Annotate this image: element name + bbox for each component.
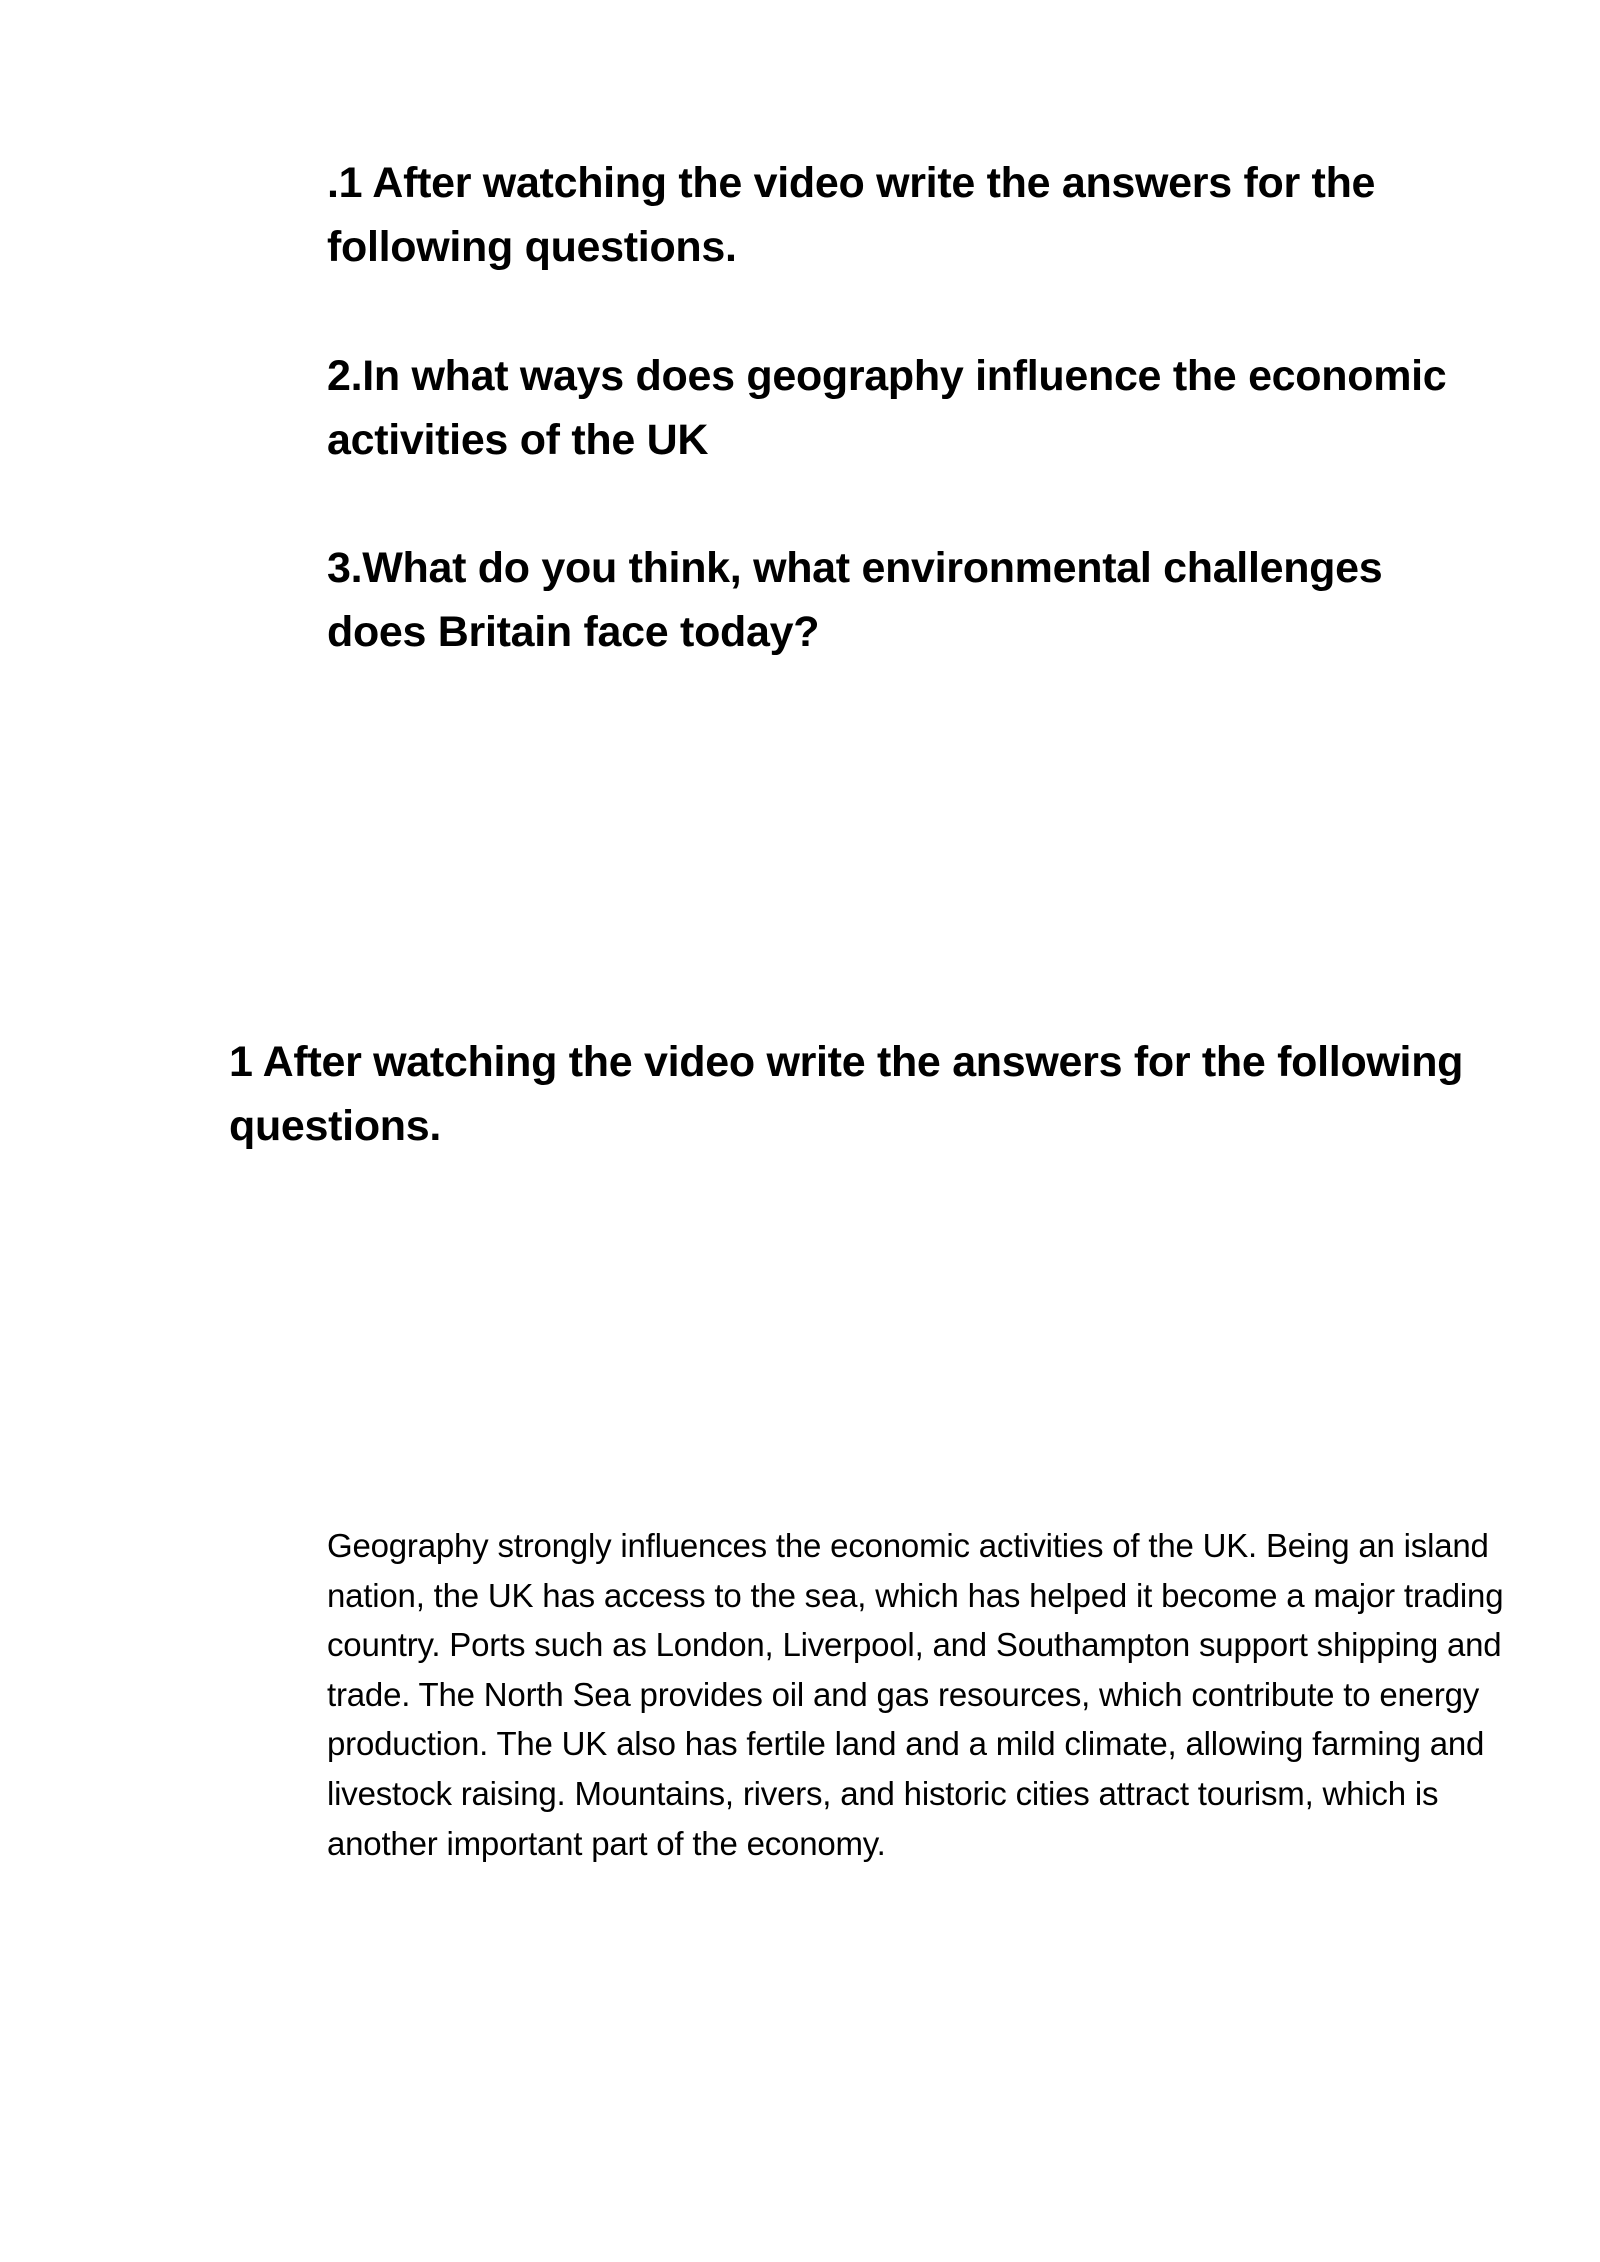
question-2: 2.In what ways does geography influence the economic activities of the UK [327, 352, 1447, 464]
answer-section-heading: 1 After watching the video write the answers for the following questions. [229, 1038, 1464, 1150]
question-3: 3.What do you think, what environmental challenges does Britain face today? [327, 544, 1383, 656]
question-1: .1 After watching the video write the answers for the following questions. [327, 159, 1376, 271]
answer-paragraph: Geography strongly influences the economic activities of the UK. Being an island nation, the UK has access to the sea, which has helped it become a major trading country. Ports such as London, Liverpool, and Southampton support shipping and trade. The North Sea provides oil and gas resources, which contribute to energy production. The UK also has fertile land and a mild climate, allowing farming and livestock raising. Mountains, rivers, and historic cities attract tourism, which is another important part of the economy. [327, 1527, 1504, 1862]
